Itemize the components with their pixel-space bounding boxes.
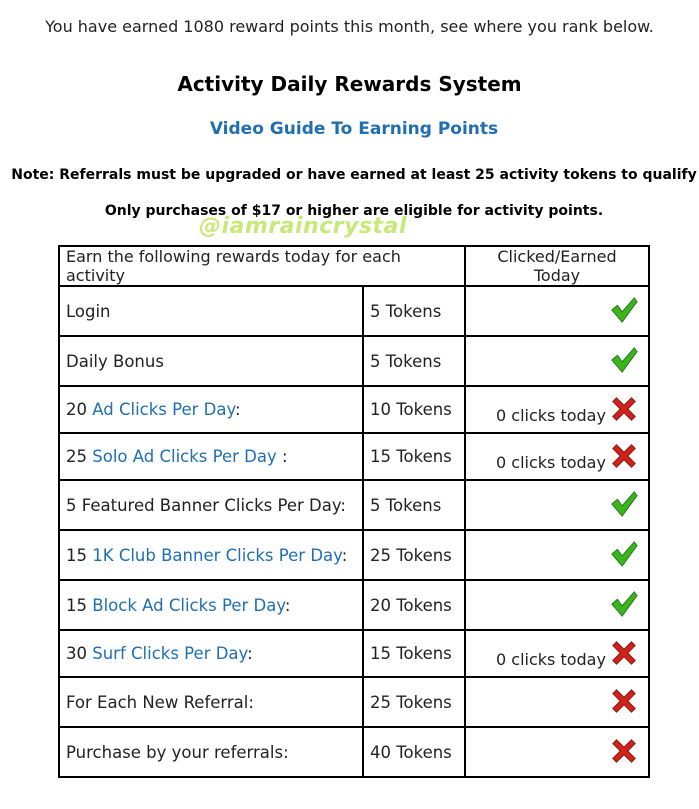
activity-cell	[59, 530, 363, 580]
cross-icon	[610, 687, 638, 715]
check-icon	[610, 590, 638, 618]
clicks-today: 0 clicks today	[496, 406, 606, 425]
table-row	[59, 677, 649, 727]
activity-link[interactable]: Ad Clicks Per Day	[92, 400, 236, 419]
table-row	[59, 630, 649, 677]
cross-icon	[610, 442, 638, 470]
status-cell	[465, 433, 649, 480]
video-guide-link[interactable]: Video Guide To Earning Points	[209, 119, 499, 139]
status-cell	[465, 286, 649, 336]
activity-cell	[59, 433, 363, 480]
clicks-today: 0 clicks today	[496, 453, 606, 472]
table-row	[59, 580, 649, 630]
status-cell	[465, 677, 649, 727]
activity-label: Purchase by your referrals:	[66, 742, 289, 762]
tokens-cell: 25 Tokens	[363, 677, 465, 727]
purchase-note: Only purchases of $17 or higher are eligible for activity points.	[104, 203, 604, 219]
tokens-cell: 20 Tokens	[363, 580, 465, 630]
tokens-cell: 40 Tokens	[363, 727, 465, 777]
status-cell	[465, 480, 649, 530]
table-row	[59, 386, 649, 433]
referral-note: Note: Referrals must be upgraded or have earned at least 25 activity tokens to qualify	[11, 167, 697, 183]
status-cell	[465, 336, 649, 386]
activity-label: 25	[66, 447, 93, 466]
check-icon	[610, 490, 638, 518]
activity-cell	[59, 336, 363, 386]
activity-cell	[59, 677, 363, 727]
activity-link[interactable]: Solo Ad Clicks Per Day	[92, 447, 277, 466]
activity-label-suffix: :	[341, 545, 348, 565]
activity-link[interactable]: 1K Club Banner Clicks Per Day	[92, 545, 342, 565]
page-title: Activity Daily Rewards System	[177, 72, 522, 96]
table-row	[59, 336, 649, 386]
cross-icon	[610, 395, 638, 423]
status-cell	[465, 386, 649, 433]
table-row	[59, 530, 649, 580]
check-icon	[610, 540, 638, 568]
activity-link[interactable]: Block Ad Clicks Per Day	[92, 595, 285, 615]
watermark: @iamraincrystal	[199, 214, 407, 239]
activity-cell	[59, 630, 363, 677]
table-header-row	[59, 246, 649, 286]
activity-label: For Each New Referral:	[66, 692, 254, 712]
clicks-today: 0 clicks today	[496, 650, 606, 669]
tokens-cell: 5 Tokens	[363, 480, 465, 530]
tokens-cell: 15 Tokens	[363, 433, 465, 480]
activity-cell	[59, 386, 363, 433]
activity-cell	[59, 286, 363, 336]
table-body	[59, 286, 649, 777]
rewards-table	[58, 245, 650, 778]
cross-icon	[610, 639, 638, 667]
activity-label-suffix: :	[235, 400, 241, 419]
tokens-cell: 10 Tokens	[363, 386, 465, 433]
activity-label: 30	[66, 644, 93, 663]
earned-points-message: You have earned 1080 reward points this month, see where you rank below.	[45, 17, 654, 36]
activity-label: 15	[66, 595, 93, 615]
activity-cell	[59, 580, 363, 630]
activity-cell	[59, 480, 363, 530]
table-row	[59, 286, 649, 336]
activity-cell	[59, 727, 363, 777]
tokens-cell: 15 Tokens	[363, 630, 465, 677]
table-row	[59, 480, 649, 530]
status-cell	[465, 580, 649, 630]
check-icon	[610, 346, 638, 374]
tokens-cell: 5 Tokens	[363, 336, 465, 386]
cross-icon	[610, 737, 638, 765]
activity-label: Login	[66, 301, 111, 321]
header-activity: Earn the following rewards today for each activity	[59, 246, 465, 286]
activity-link[interactable]: Surf Clicks Per Day	[92, 644, 248, 663]
status-cell	[465, 630, 649, 677]
check-icon	[610, 296, 638, 324]
activity-label: 5 Featured Banner Clicks Per Day:	[66, 495, 346, 515]
activity-label-suffix: :	[276, 447, 288, 466]
tokens-cell: 5 Tokens	[363, 286, 465, 336]
activity-label-suffix: :	[284, 595, 291, 615]
status-cell	[465, 530, 649, 580]
table-row	[59, 727, 649, 777]
table-row	[59, 433, 649, 480]
header-status: Clicked/Earned Today	[465, 246, 649, 286]
tokens-cell: 25 Tokens	[363, 530, 465, 580]
activity-label: 15	[66, 545, 93, 565]
activity-label: 20	[66, 400, 93, 419]
activity-label-suffix: :	[247, 644, 253, 663]
status-cell	[465, 727, 649, 777]
activity-label: Daily Bonus	[66, 351, 164, 371]
